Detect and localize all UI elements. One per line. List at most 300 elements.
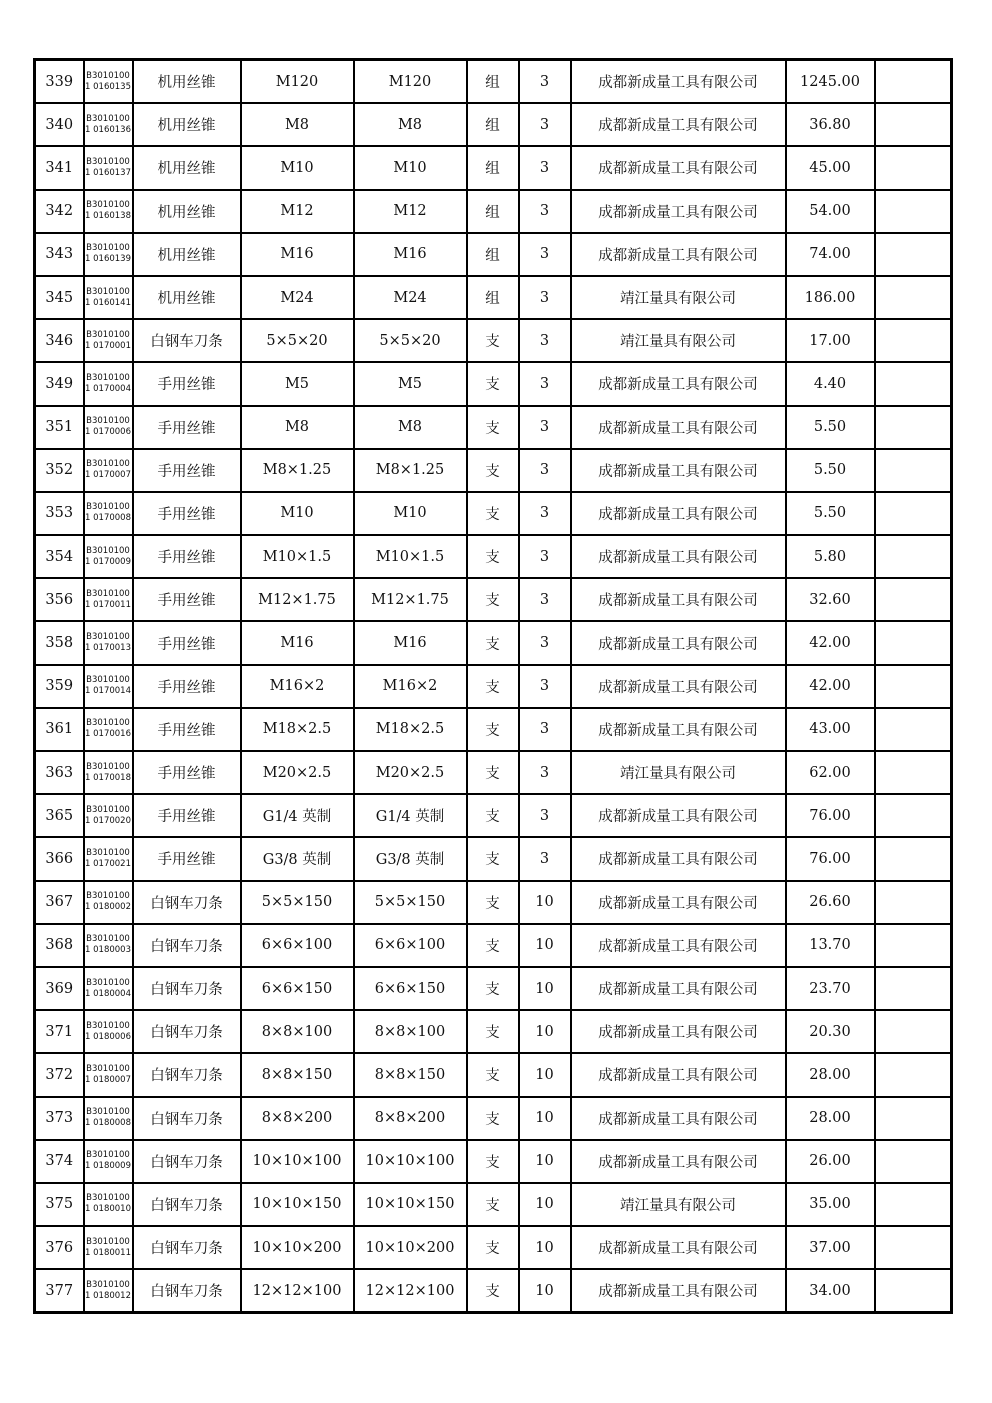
quantity-cell: 3: [519, 751, 571, 794]
supplier-cell: 成都新成量工具有限公司: [571, 60, 786, 104]
supplier-cell: 成都新成量工具有限公司: [571, 146, 786, 189]
material-code-cell: B30101001 0180012: [84, 1269, 133, 1313]
spec-cell: M12: [241, 190, 354, 233]
table-row: [35, 1053, 952, 1096]
supplier-cell: 成都新成量工具有限公司: [571, 103, 786, 146]
row-number-cell: 376: [35, 1226, 84, 1269]
model-cell: M8×1.25: [354, 449, 467, 492]
table-row: [35, 190, 952, 233]
model-cell: M16×2: [354, 665, 467, 708]
unit-cell: 支: [467, 837, 519, 880]
material-code-cell: B30101001 0180006: [84, 1010, 133, 1053]
supplier-cell: 成都新成量工具有限公司: [571, 1097, 786, 1140]
material-code-cell: B30101001 0180002: [84, 881, 133, 924]
unit-cell: 支: [467, 1183, 519, 1226]
price-cell: 26.60: [786, 881, 875, 924]
table-row: [35, 449, 952, 492]
material-code-cell: B30101001 0170018: [84, 751, 133, 794]
quantity-cell: 3: [519, 276, 571, 319]
material-code-cell: B30101001 0170021: [84, 837, 133, 880]
quantity-cell: 10: [519, 924, 571, 967]
quantity-cell: 10: [519, 1183, 571, 1226]
spec-cell: M18×2.5: [241, 708, 354, 751]
price-cell: 17.00: [786, 319, 875, 362]
quantity-cell: 3: [519, 449, 571, 492]
quantity-cell: 3: [519, 362, 571, 405]
spec-cell: M120: [241, 60, 354, 104]
quantity-cell: 10: [519, 1053, 571, 1096]
price-cell: 76.00: [786, 837, 875, 880]
item-name-cell: 机用丝锥: [133, 60, 241, 104]
table-row: [35, 60, 952, 104]
model-cell: 6×6×150: [354, 967, 467, 1010]
table-row: [35, 578, 952, 621]
row-number-cell: 340: [35, 103, 84, 146]
table-row: [35, 406, 952, 449]
table-row: [35, 794, 952, 837]
row-number-cell: 368: [35, 924, 84, 967]
unit-cell: 支: [467, 319, 519, 362]
model-cell: G3/8 英制: [354, 837, 467, 880]
item-name-cell: 手用丝锥: [133, 535, 241, 578]
spec-cell: 6×6×100: [241, 924, 354, 967]
supplier-cell: 成都新成量工具有限公司: [571, 967, 786, 1010]
quantity-cell: 10: [519, 1140, 571, 1183]
note-cell: [875, 319, 952, 362]
note-cell: [875, 708, 952, 751]
table-row: [35, 1010, 952, 1053]
row-number-cell: 346: [35, 319, 84, 362]
item-name-cell: 机用丝锥: [133, 233, 241, 276]
item-name-cell: 机用丝锥: [133, 276, 241, 319]
note-cell: [875, 794, 952, 837]
material-code-cell: B30101001 0180007: [84, 1053, 133, 1096]
supplier-cell: 成都新成量工具有限公司: [571, 535, 786, 578]
note-cell: [875, 665, 952, 708]
note-cell: [875, 924, 952, 967]
supplier-cell: 靖江量具有限公司: [571, 1183, 786, 1226]
supplier-cell: 成都新成量工具有限公司: [571, 837, 786, 880]
material-code-cell: B30101001 0170001: [84, 319, 133, 362]
table-row: [35, 1269, 952, 1313]
unit-cell: 支: [467, 924, 519, 967]
note-cell: [875, 751, 952, 794]
model-cell: G1/4 英制: [354, 794, 467, 837]
spec-cell: 8×8×100: [241, 1010, 354, 1053]
price-cell: 28.00: [786, 1097, 875, 1140]
quantity-cell: 3: [519, 492, 571, 535]
note-cell: [875, 233, 952, 276]
quantity-cell: 3: [519, 621, 571, 664]
note-cell: [875, 1140, 952, 1183]
spec-cell: M16: [241, 233, 354, 276]
quantity-cell: 3: [519, 60, 571, 104]
spec-cell: 10×10×200: [241, 1226, 354, 1269]
unit-cell: 支: [467, 492, 519, 535]
model-cell: M20×2.5: [354, 751, 467, 794]
spec-cell: M24: [241, 276, 354, 319]
material-code-cell: B30101001 0170004: [84, 362, 133, 405]
item-name-cell: 手用丝锥: [133, 578, 241, 621]
unit-cell: 支: [467, 1140, 519, 1183]
spec-cell: M20×2.5: [241, 751, 354, 794]
item-name-cell: 机用丝锥: [133, 190, 241, 233]
note-cell: [875, 578, 952, 621]
unit-cell: 组: [467, 103, 519, 146]
material-code-cell: B30101001 0170008: [84, 492, 133, 535]
quantity-cell: 3: [519, 535, 571, 578]
table-row: [35, 276, 952, 319]
note-cell: [875, 837, 952, 880]
item-name-cell: 手用丝锥: [133, 449, 241, 492]
item-name-cell: 手用丝锥: [133, 665, 241, 708]
spec-cell: M10: [241, 146, 354, 189]
material-code-cell: B30101001 0180009: [84, 1140, 133, 1183]
table-row: [35, 1226, 952, 1269]
item-name-cell: 白钢车刀条: [133, 1140, 241, 1183]
row-number-cell: 342: [35, 190, 84, 233]
material-code-cell: B30101001 0170011: [84, 578, 133, 621]
material-code-cell: B30101001 0180004: [84, 967, 133, 1010]
row-number-cell: 372: [35, 1053, 84, 1096]
note-cell: [875, 1226, 952, 1269]
supplier-cell: 靖江量具有限公司: [571, 751, 786, 794]
unit-cell: 支: [467, 967, 519, 1010]
price-cell: 42.00: [786, 621, 875, 664]
quantity-cell: 10: [519, 1010, 571, 1053]
price-cell: 36.80: [786, 103, 875, 146]
supplier-cell: 成都新成量工具有限公司: [571, 1269, 786, 1313]
unit-cell: 支: [467, 751, 519, 794]
model-cell: 6×6×100: [354, 924, 467, 967]
table-row: [35, 1183, 952, 1226]
price-table: [33, 58, 953, 1314]
table-row: [35, 665, 952, 708]
quantity-cell: 3: [519, 233, 571, 276]
quantity-cell: 3: [519, 406, 571, 449]
price-cell: 23.70: [786, 967, 875, 1010]
model-cell: M10: [354, 492, 467, 535]
quantity-cell: 3: [519, 794, 571, 837]
price-cell: 13.70: [786, 924, 875, 967]
row-number-cell: 373: [35, 1097, 84, 1140]
price-cell: 186.00: [786, 276, 875, 319]
note-cell: [875, 492, 952, 535]
material-code-cell: B30101001 0170014: [84, 665, 133, 708]
row-number-cell: 369: [35, 967, 84, 1010]
price-cell: 20.30: [786, 1010, 875, 1053]
spec-cell: M16: [241, 621, 354, 664]
table-row: [35, 146, 952, 189]
unit-cell: 组: [467, 60, 519, 104]
material-code-cell: B30101001 0160139: [84, 233, 133, 276]
row-number-cell: 339: [35, 60, 84, 104]
supplier-cell: 成都新成量工具有限公司: [571, 1010, 786, 1053]
supplier-cell: 成都新成量工具有限公司: [571, 362, 786, 405]
model-cell: 5×5×20: [354, 319, 467, 362]
supplier-cell: 成都新成量工具有限公司: [571, 881, 786, 924]
spec-cell: G3/8 英制: [241, 837, 354, 880]
row-number-cell: 365: [35, 794, 84, 837]
row-number-cell: 366: [35, 837, 84, 880]
unit-cell: 支: [467, 621, 519, 664]
note-cell: [875, 1097, 952, 1140]
model-cell: M8: [354, 103, 467, 146]
supplier-cell: 成都新成量工具有限公司: [571, 578, 786, 621]
model-cell: M10×1.5: [354, 535, 467, 578]
row-number-cell: 352: [35, 449, 84, 492]
row-number-cell: 354: [35, 535, 84, 578]
price-cell: 54.00: [786, 190, 875, 233]
spec-cell: 10×10×100: [241, 1140, 354, 1183]
supplier-cell: 成都新成量工具有限公司: [571, 233, 786, 276]
spec-cell: M8×1.25: [241, 449, 354, 492]
price-cell: 5.50: [786, 492, 875, 535]
row-number-cell: 375: [35, 1183, 84, 1226]
note-cell: [875, 1183, 952, 1226]
model-cell: M8: [354, 406, 467, 449]
item-name-cell: 白钢车刀条: [133, 319, 241, 362]
note-cell: [875, 146, 952, 189]
quantity-cell: 3: [519, 190, 571, 233]
material-code-cell: B30101001 0180008: [84, 1097, 133, 1140]
item-name-cell: 手用丝锥: [133, 362, 241, 405]
price-cell: 5.80: [786, 535, 875, 578]
material-code-cell: B30101001 0160141: [84, 276, 133, 319]
table-row: [35, 1140, 952, 1183]
unit-cell: 组: [467, 146, 519, 189]
material-code-cell: B30101001 0170007: [84, 449, 133, 492]
unit-cell: 支: [467, 1010, 519, 1053]
note-cell: [875, 1053, 952, 1096]
price-cell: 26.00: [786, 1140, 875, 1183]
item-name-cell: 白钢车刀条: [133, 1226, 241, 1269]
model-cell: 10×10×200: [354, 1226, 467, 1269]
row-number-cell: 371: [35, 1010, 84, 1053]
table-row: [35, 708, 952, 751]
model-cell: 10×10×100: [354, 1140, 467, 1183]
row-number-cell: 358: [35, 621, 84, 664]
row-number-cell: 341: [35, 146, 84, 189]
table-row: [35, 362, 952, 405]
model-cell: M120: [354, 60, 467, 104]
item-name-cell: 白钢车刀条: [133, 967, 241, 1010]
supplier-cell: 成都新成量工具有限公司: [571, 621, 786, 664]
item-name-cell: 白钢车刀条: [133, 1053, 241, 1096]
note-cell: [875, 190, 952, 233]
model-cell: M24: [354, 276, 467, 319]
row-number-cell: 345: [35, 276, 84, 319]
quantity-cell: 10: [519, 1097, 571, 1140]
unit-cell: 支: [467, 578, 519, 621]
item-name-cell: 白钢车刀条: [133, 1269, 241, 1313]
material-code-cell: B30101001 0180010: [84, 1183, 133, 1226]
model-cell: M12: [354, 190, 467, 233]
item-name-cell: 机用丝锥: [133, 146, 241, 189]
row-number-cell: 343: [35, 233, 84, 276]
table-row: [35, 751, 952, 794]
quantity-cell: 3: [519, 837, 571, 880]
unit-cell: 支: [467, 406, 519, 449]
item-name-cell: 手用丝锥: [133, 751, 241, 794]
row-number-cell: 353: [35, 492, 84, 535]
row-number-cell: 363: [35, 751, 84, 794]
item-name-cell: 白钢车刀条: [133, 1097, 241, 1140]
supplier-cell: 成都新成量工具有限公司: [571, 406, 786, 449]
price-cell: 34.00: [786, 1269, 875, 1313]
table-row: [35, 621, 952, 664]
material-code-cell: B30101001 0160136: [84, 103, 133, 146]
material-code-cell: B30101001 0170016: [84, 708, 133, 751]
quantity-cell: 3: [519, 708, 571, 751]
quantity-cell: 10: [519, 1226, 571, 1269]
unit-cell: 支: [467, 535, 519, 578]
material-code-cell: B30101001 0170009: [84, 535, 133, 578]
unit-cell: 支: [467, 1226, 519, 1269]
table-row: [35, 881, 952, 924]
unit-cell: 支: [467, 449, 519, 492]
unit-cell: 支: [467, 1269, 519, 1313]
note-cell: [875, 103, 952, 146]
model-cell: M10: [354, 146, 467, 189]
material-code-cell: B30101001 0180011: [84, 1226, 133, 1269]
supplier-cell: 成都新成量工具有限公司: [571, 492, 786, 535]
price-cell: 45.00: [786, 146, 875, 189]
supplier-cell: 成都新成量工具有限公司: [571, 1140, 786, 1183]
price-cell: 1245.00: [786, 60, 875, 104]
unit-cell: 组: [467, 190, 519, 233]
row-number-cell: 374: [35, 1140, 84, 1183]
supplier-cell: 成都新成量工具有限公司: [571, 665, 786, 708]
note-cell: [875, 406, 952, 449]
unit-cell: 支: [467, 794, 519, 837]
item-name-cell: 白钢车刀条: [133, 1010, 241, 1053]
item-name-cell: 白钢车刀条: [133, 924, 241, 967]
price-cell: 5.50: [786, 449, 875, 492]
material-code-cell: B30101001 0160137: [84, 146, 133, 189]
spec-cell: M8: [241, 406, 354, 449]
table-row: [35, 492, 952, 535]
price-cell: 37.00: [786, 1226, 875, 1269]
unit-cell: 支: [467, 362, 519, 405]
spec-cell: M16×2: [241, 665, 354, 708]
spec-cell: M8: [241, 103, 354, 146]
model-cell: 8×8×150: [354, 1053, 467, 1096]
spec-cell: 8×8×200: [241, 1097, 354, 1140]
table-row: [35, 233, 952, 276]
price-cell: 28.00: [786, 1053, 875, 1096]
table-row: [35, 967, 952, 1010]
unit-cell: 支: [467, 1053, 519, 1096]
spec-cell: 5×5×20: [241, 319, 354, 362]
note-cell: [875, 1269, 952, 1313]
model-cell: M12×1.75: [354, 578, 467, 621]
table-row: [35, 1097, 952, 1140]
price-cell: 4.40: [786, 362, 875, 405]
spec-cell: M5: [241, 362, 354, 405]
table-row: [35, 103, 952, 146]
row-number-cell: 361: [35, 708, 84, 751]
quantity-cell: 10: [519, 967, 571, 1010]
quantity-cell: 3: [519, 146, 571, 189]
supplier-cell: 成都新成量工具有限公司: [571, 449, 786, 492]
model-cell: 12×12×100: [354, 1269, 467, 1313]
price-cell: 5.50: [786, 406, 875, 449]
supplier-cell: 成都新成量工具有限公司: [571, 1053, 786, 1096]
note-cell: [875, 967, 952, 1010]
note-cell: [875, 362, 952, 405]
note-cell: [875, 535, 952, 578]
unit-cell: 组: [467, 233, 519, 276]
item-name-cell: 手用丝锥: [133, 406, 241, 449]
model-cell: 8×8×100: [354, 1010, 467, 1053]
price-cell: 35.00: [786, 1183, 875, 1226]
supplier-cell: 靖江量具有限公司: [571, 276, 786, 319]
table-row: [35, 535, 952, 578]
note-cell: [875, 881, 952, 924]
note-cell: [875, 1010, 952, 1053]
item-name-cell: 白钢车刀条: [133, 1183, 241, 1226]
row-number-cell: 367: [35, 881, 84, 924]
supplier-cell: 成都新成量工具有限公司: [571, 1226, 786, 1269]
material-code-cell: B30101001 0160135: [84, 60, 133, 104]
unit-cell: 支: [467, 665, 519, 708]
model-cell: 10×10×150: [354, 1183, 467, 1226]
material-code-cell: B30101001 0160138: [84, 190, 133, 233]
item-name-cell: 白钢车刀条: [133, 881, 241, 924]
supplier-cell: 靖江量具有限公司: [571, 319, 786, 362]
price-cell: 62.00: [786, 751, 875, 794]
spec-cell: 8×8×150: [241, 1053, 354, 1096]
row-number-cell: 359: [35, 665, 84, 708]
item-name-cell: 机用丝锥: [133, 103, 241, 146]
item-name-cell: 手用丝锥: [133, 492, 241, 535]
quantity-cell: 10: [519, 881, 571, 924]
price-cell: 74.00: [786, 233, 875, 276]
table-row: [35, 837, 952, 880]
supplier-cell: 成都新成量工具有限公司: [571, 708, 786, 751]
unit-cell: 支: [467, 708, 519, 751]
model-cell: M16: [354, 621, 467, 664]
spec-cell: 5×5×150: [241, 881, 354, 924]
item-name-cell: 手用丝锥: [133, 708, 241, 751]
supplier-cell: 成都新成量工具有限公司: [571, 190, 786, 233]
spec-cell: 10×10×150: [241, 1183, 354, 1226]
table-body: [35, 60, 952, 1313]
quantity-cell: 3: [519, 103, 571, 146]
supplier-cell: 成都新成量工具有限公司: [571, 924, 786, 967]
model-cell: 5×5×150: [354, 881, 467, 924]
note-cell: [875, 621, 952, 664]
spec-cell: 12×12×100: [241, 1269, 354, 1313]
model-cell: M5: [354, 362, 467, 405]
note-cell: [875, 276, 952, 319]
model-cell: 8×8×200: [354, 1097, 467, 1140]
unit-cell: 支: [467, 1097, 519, 1140]
item-name-cell: 手用丝锥: [133, 794, 241, 837]
model-cell: M18×2.5: [354, 708, 467, 751]
price-cell: 32.60: [786, 578, 875, 621]
note-cell: [875, 60, 952, 104]
material-code-cell: B30101001 0170013: [84, 621, 133, 664]
spec-cell: G1/4 英制: [241, 794, 354, 837]
quantity-cell: 3: [519, 319, 571, 362]
row-number-cell: 351: [35, 406, 84, 449]
material-code-cell: B30101001 0170006: [84, 406, 133, 449]
unit-cell: 组: [467, 276, 519, 319]
quantity-cell: 3: [519, 578, 571, 621]
material-code-cell: B30101001 0170020: [84, 794, 133, 837]
